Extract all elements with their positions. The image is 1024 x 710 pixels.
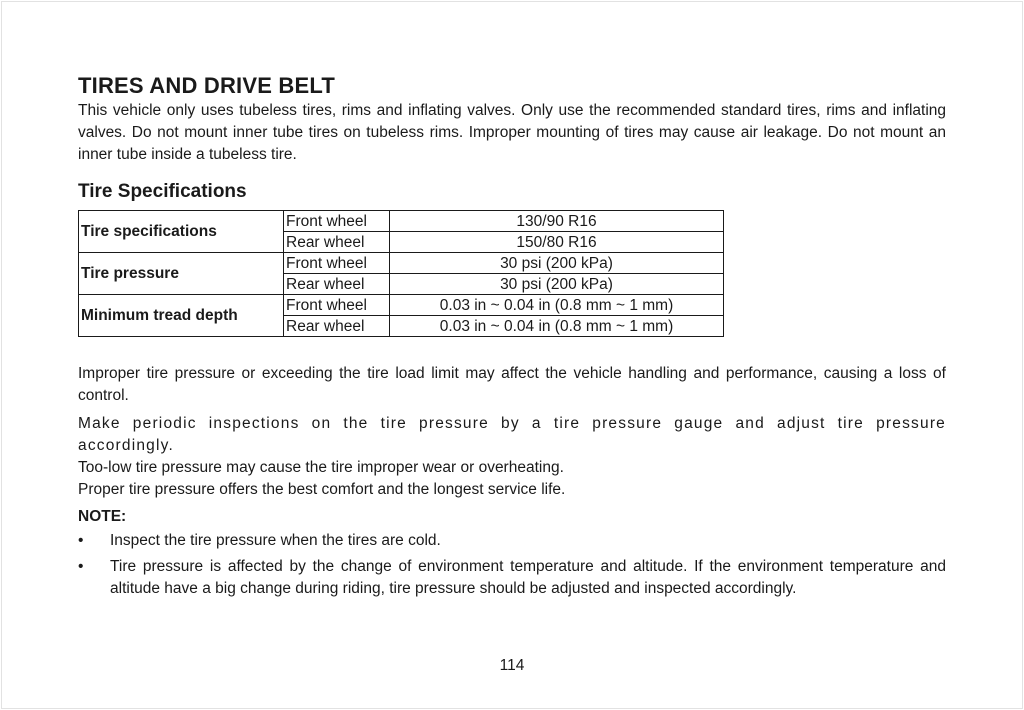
spec-value: 0.03 in ~ 0.04 in (0.8 mm ~ 1 mm) <box>390 295 724 316</box>
note-list <box>78 530 946 600</box>
note-text: Inspect the tire pressure when the tires are cold. <box>110 532 441 549</box>
page-content <box>78 72 946 604</box>
spec-value: 30 psi (200 kPa) <box>390 274 724 295</box>
low-pressure-paragraph: Too-low tire pressure may cause the tire improper wear or overheating. <box>78 459 564 476</box>
table-row <box>79 211 724 232</box>
tire-spec-table <box>78 210 724 337</box>
table-row <box>79 295 724 316</box>
spec-value: 130/90 R16 <box>390 211 724 232</box>
proper-pressure-paragraph: Proper tire pressure offers the best comfort and the longest service life. <box>78 481 566 498</box>
table-row <box>79 253 724 274</box>
wheel-label: Front wheel <box>284 295 390 316</box>
handling-paragraph: Improper tire pressure or exceeding the tire load limit may affect the vehicle handling and performance, causing a loss of control. <box>78 365 946 404</box>
list-item <box>78 556 946 600</box>
wheel-label: Front wheel <box>284 253 390 274</box>
note-label: NOTE: <box>78 508 127 525</box>
wheel-label: Rear wheel <box>284 232 390 253</box>
note-text: Tire pressure is affected by the change of environment temperature and altitude. If the environment temperature and altitude have a big change during riding, tire pressure should be adjusted and inspected accordingly. <box>110 558 946 597</box>
group-label-minimum-tread-depth: Minimum tread depth <box>79 295 284 337</box>
inspection-paragraph: Make periodic inspections on the tire pressure by a tire pressure gauge and adjust tire pressure accordingly. <box>78 415 946 454</box>
list-item <box>78 530 946 552</box>
section-title: TIRES AND DRIVE BELT <box>78 73 336 98</box>
spec-heading: Tire Specifications <box>78 181 247 202</box>
spec-value: 150/80 R16 <box>390 232 724 253</box>
wheel-label: Rear wheel <box>284 316 390 337</box>
bullet-icon: • <box>78 558 84 575</box>
group-label-tire-pressure: Tire pressure <box>79 253 284 295</box>
group-label-tire-specifications: Tire specifications <box>79 211 284 253</box>
spec-value: 0.03 in ~ 0.04 in (0.8 mm ~ 1 mm) <box>390 316 724 337</box>
spec-value: 30 psi (200 kPa) <box>390 253 724 274</box>
intro-paragraph: This vehicle only uses tubeless tires, rims and inflating valves. Only use the recommended standard tires, rims and inflating valves. Do not mount inner tube tires on tubeless rims. Improper mounting of tires may cause air leakage. Do not mount an inner tube inside a tubeless tire. <box>78 102 946 163</box>
bullet-icon: • <box>78 532 84 549</box>
wheel-label: Rear wheel <box>284 274 390 295</box>
page-number: 114 <box>499 657 525 674</box>
wheel-label: Front wheel <box>284 211 390 232</box>
